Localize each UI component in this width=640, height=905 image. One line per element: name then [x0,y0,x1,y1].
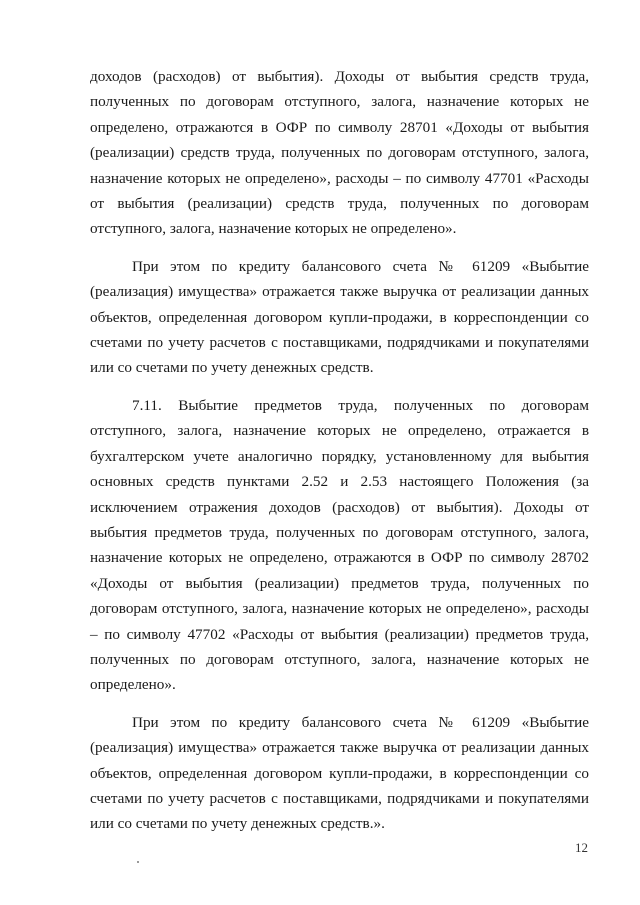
scan-artifact [137,861,139,863]
paragraph-credit-account-materials: При этом по кредиту балансового счета № 61209 «Выбытие (реализация) имущества» отражается также выручка от реализации данных объектов, определенная договором купли-продажи, в корреспонденции со счетами по учету расчетов с поставщиками, подрядчиками и покупателями или со счетами по учету денежных средств.». [90,713,589,833]
paragraph-credit-account-fixed-assets: При этом по кредиту балансового счета № 61209 «Выбытие (реализация) имущества» отражается также выручка от реализации данных объектов, определенная договором купли-продажи, в корреспонденции со счетами по учету расчетов с поставщиками, подрядчиками и покупателями или со счетами по учету денежных средств. [90,257,589,377]
document-body [90,64,589,837]
paragraph-section-7-11: 7.11. Выбытие предметов труда, полученных по договорам отступного, залога, назначение которых не определено, отражается в бухгалтерском учете аналогично порядку, установленному для выбытия основных средств пунктами 2.52 и 2.53 настоящего Положения (за исключением отражения доходов (расходов) от выбытия). Доходы от выбытия предметов труда, полученных по договорам отступного, залога, назначение которых не определено, отражаются в ОФР по символу 28702 «Доходы от выбытия (реализации) предметов труда, полученных по договорам отступного, залога, назначение которых не определено», расходы – по символу 47702 «Расходы от выбытия (реализации) предметов труда, полученных по договорам отступного, залога, назначение которых не определено». [90,396,589,694]
paragraph-continuation: доходов (расходов) от выбытия). Доходы от выбытия средств труда, полученных по договорам отступного, залога, назначение которых не определено, отражаются в ОФР по символу 28701 «Доходы от выбытия (реализации) средств труда, полученных по договорам отступного, залога, назначение которых не определено», расходы – по символу 47701 «Расходы от выбытия (реализации) средств труда, полученных по договорам отступного, залога, назначение которых не определено». [90,68,589,238]
page-number: 12 [575,840,588,855]
